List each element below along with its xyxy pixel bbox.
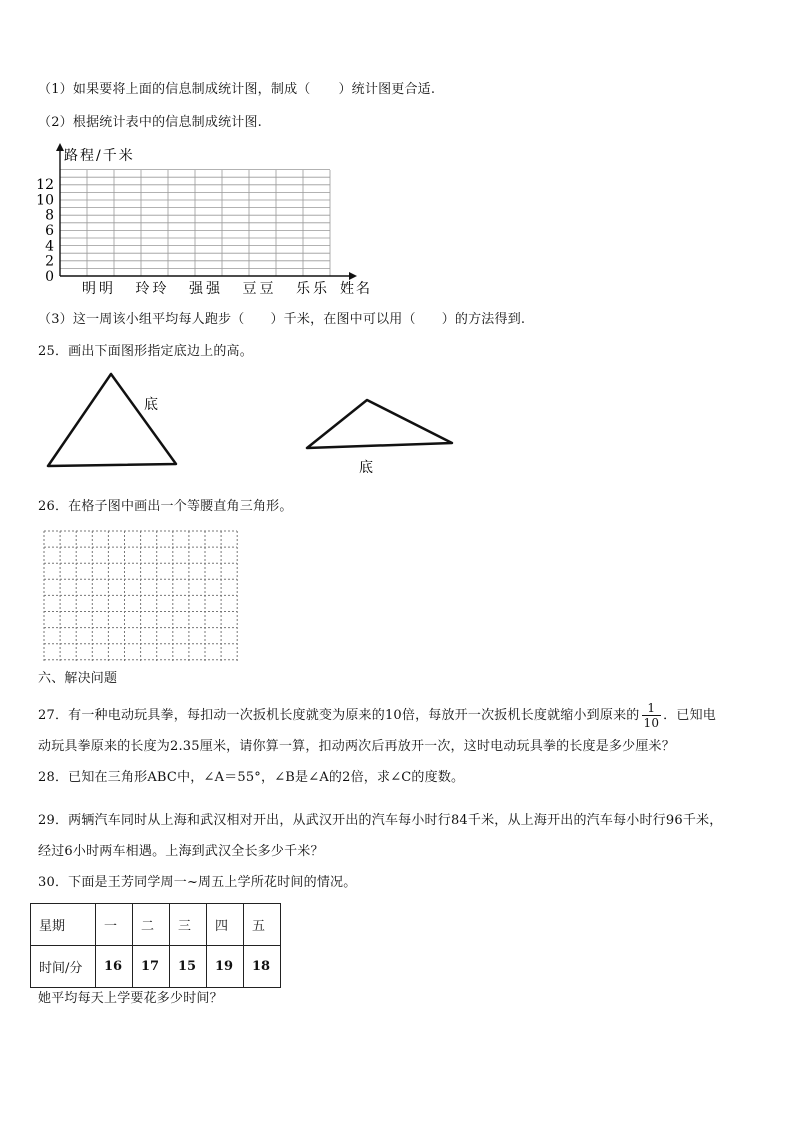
table-cell-day: 二 <box>133 904 170 946</box>
x-category-label: 乐乐 <box>296 281 330 297</box>
table-row <box>31 946 281 988</box>
table-cell-minutes: 19 <box>207 946 244 988</box>
x-category-label: 强强 <box>189 281 223 297</box>
table-header-day: 星期 <box>31 904 96 946</box>
y-tick-label: 10 <box>36 192 54 209</box>
question-28: 28．已知在三角形ABC中，∠A＝55°，∠B是∠A的2倍，求∠C的度数。 <box>38 770 465 785</box>
question-25: 25．画出下面图形指定底边上的高。 <box>38 344 253 359</box>
chart-y-axis-label: 路程/千米 <box>64 148 135 164</box>
fraction-one-tenth: $\frac{1}{10}$ <box>643 701 660 730</box>
y-tick-label: 2 <box>45 253 54 270</box>
table-cell-day: 四 <box>207 904 244 946</box>
question-29-line-2: 经过6小时两车相遇。上海到武汉全长多少千米？ <box>38 844 324 859</box>
table-cell-minutes: 17 <box>133 946 170 988</box>
base-label-2: 底 <box>359 460 373 476</box>
x-category-label: 明明 <box>82 281 116 297</box>
table-cell-minutes: 18 <box>244 946 281 988</box>
table-cell-day: 一 <box>96 904 133 946</box>
x-category-label: 豆豆 <box>242 281 277 297</box>
y-tick-label: 12 <box>36 177 54 193</box>
y-tick-label: 8 <box>45 207 54 224</box>
dot-grid-lines <box>44 531 237 661</box>
y-tick-label: 0 <box>45 269 54 285</box>
section-6-title: 六、解决问题 <box>38 671 118 686</box>
part-question-3: （3）这一周该小组平均每人跑步（ ）千米，在图中可以用（ ）的方法得到. <box>38 312 526 327</box>
school-time-table <box>30 903 281 988</box>
question-26: 26．在格子图中画出一个等腰直角三角形。 <box>38 499 293 514</box>
table-cell-minutes: 15 <box>170 946 207 988</box>
question-30: 30．下面是王芳同学周一~周五上学所花时间的情况。 <box>38 875 357 890</box>
table-cell-day: 五 <box>244 904 281 946</box>
y-tick-label: 6 <box>45 223 54 239</box>
question-29-line-1: 29．两辆汽车同时从上海和武汉相对开出，从武汉开出的汽车每小时行84千米，从上海开出的汽车每小时行96千米， <box>38 813 723 828</box>
x-category-label: 玲玲 <box>135 281 170 297</box>
base-label-1: 底 <box>144 397 158 413</box>
y-tick-label: 4 <box>45 238 54 255</box>
table-cell-minutes: 16 <box>96 946 133 988</box>
question-27-line-2: 动玩具拳原来的长度为2.35厘米，请你算一算，扣动两次后再放开一次，这时电动玩具拳的长度是多少厘米？ <box>38 739 675 754</box>
part-question-2: （2）根据统计表中的信息制成统计图. <box>38 115 263 130</box>
table-cell-day: 三 <box>170 904 207 946</box>
chart-x-axis-label: 姓名 <box>340 281 372 297</box>
question-27-line-1: 27．有一种电动玩具拳，每扣动一次扳机长度就变为原来的10倍，每放开一次扳机长度就缩小到原来的 $\frac{1}{10}$ ．已知电 <box>38 701 716 730</box>
table-row <box>31 904 281 946</box>
question-30-ask: 她平均每天上学要花多少时间？ <box>38 991 223 1006</box>
part-question-1: （1）如果要将上面的信息制成统计图，制成（ ）统计图更合适. <box>38 82 436 97</box>
table-header-minutes: 时间/分 <box>31 946 96 988</box>
